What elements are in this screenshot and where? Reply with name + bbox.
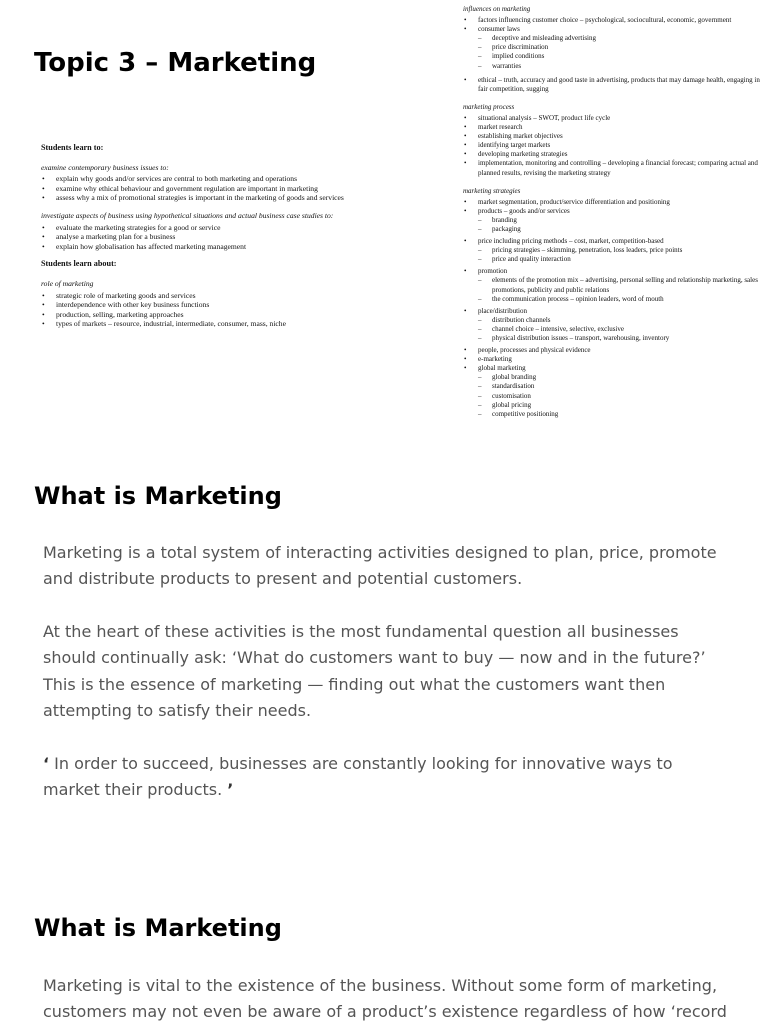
bullet-list xyxy=(41,291,371,329)
list-item xyxy=(463,207,763,234)
section-heading: What is Marketing xyxy=(34,482,282,510)
list-item-label: consumer laws xyxy=(478,25,520,34)
quote-close-mark: ’ xyxy=(227,780,234,800)
subheading: examine contemporary business issues to: xyxy=(41,162,169,172)
list-item: • people, processes and physical evidence xyxy=(463,346,763,355)
quote-open-mark: ‘ xyxy=(43,754,50,773)
list-item: • e-marketing xyxy=(463,355,763,364)
list-item: • analyse a marketing plan for a business xyxy=(41,232,371,242)
strategies-heading: marketing strategies xyxy=(463,186,521,195)
bullet-list xyxy=(463,16,763,94)
list-item xyxy=(463,267,763,303)
learn-about-heading: Students learn about: xyxy=(41,259,117,269)
bullet-list xyxy=(463,114,763,178)
dash-item: – price discrimination xyxy=(478,43,763,52)
dash-item: – elements of the promotion mix – advertising, personal selling and relationship marketing, sales promotions, publicity and public relations xyxy=(478,276,763,294)
dash-list xyxy=(478,276,763,303)
influences-heading: influences on marketing xyxy=(463,5,531,13)
list-item xyxy=(463,364,763,419)
section-heading: What is Marketing xyxy=(34,914,282,942)
bullet-list xyxy=(41,223,371,252)
list-item: • types of markets – resource, industrial, intermediate, consumer, mass, niche xyxy=(41,319,371,329)
list-item: • examine why ethical behaviour and government regulation are important in marketing xyxy=(41,184,371,194)
list-item-label: global marketing xyxy=(478,364,526,373)
list-item xyxy=(463,237,763,264)
list-item: • identifying target markets xyxy=(463,141,763,150)
list-item: • strategic role of marketing goods and services xyxy=(41,291,371,301)
dash-item: – deceptive and misleading advertising xyxy=(478,34,763,43)
dash-item: – implied conditions xyxy=(478,52,763,61)
dash-item: – the communication process – opinion leaders, word of mouth xyxy=(478,295,763,304)
dash-item: – price and quality interaction xyxy=(478,255,763,264)
dash-item: – competitive positioning xyxy=(478,410,763,419)
syllabus-left-column xyxy=(41,143,371,337)
list-item xyxy=(463,25,763,70)
list-item: • establishing market objectives xyxy=(463,132,763,141)
subheading: role of marketing xyxy=(41,278,94,288)
list-item: • production, selling, marketing approaches xyxy=(41,310,371,320)
list-item: • explain how globalisation has affected marketing management xyxy=(41,242,371,252)
dash-item: – channel choice – intensive, selective, exclusive xyxy=(478,325,763,334)
dash-list xyxy=(478,316,763,343)
dash-list xyxy=(478,216,763,234)
dash-item: – global branding xyxy=(478,373,763,382)
list-item: • explain why goods and/or services are central to both marketing and operations xyxy=(41,174,371,184)
list-item: • implementation, monitoring and controlling – developing a financial forecast; comparing actual and planned results, revising the marketing strategy xyxy=(463,159,763,177)
dash-item: – global pricing xyxy=(478,401,763,410)
list-item: • interdependence with other key business functions xyxy=(41,300,371,310)
paragraph: At the heart of these activities is the most fundamental question all businesses should continually ask: ‘What do customers want to buy — now and in the future?’ This is the essence of marketing — finding out what the customers want then attempting to satisfy their needs. xyxy=(43,622,706,720)
list-item: • situational analysis – SWOT, product life cycle xyxy=(463,114,763,123)
list-item: • market segmentation, product/service differentiation and positioning xyxy=(463,198,763,207)
syllabus-slide xyxy=(0,0,768,440)
pull-quote xyxy=(43,751,733,804)
topic-title: Topic 3 – Marketing xyxy=(34,48,317,78)
list-item: • assess why a mix of promotional strategies is important in the marketing of goods and services xyxy=(41,193,371,203)
bullet-list xyxy=(463,198,763,419)
dash-list xyxy=(478,34,763,70)
dash-list xyxy=(478,373,763,418)
dash-item: – standardisation xyxy=(478,382,763,391)
dash-list xyxy=(478,246,763,264)
dash-item: – distribution channels xyxy=(478,316,763,325)
syllabus-right-column xyxy=(463,4,763,428)
list-item: • market research xyxy=(463,123,763,132)
learn-to-heading: Students learn to: xyxy=(41,143,104,152)
dash-item: – warranties xyxy=(478,62,763,71)
list-item-label: price including pricing methods – cost, market, competition-based xyxy=(478,237,664,246)
list-item-label: place/distribution xyxy=(478,306,527,315)
paragraph: Marketing is vital to the existence of the business. Without some form of marketing, customers may not even be aware of a product’s existence regardless of how ‘record xyxy=(43,976,727,1022)
subheading: investigate aspects of business using hypothetical situations and actual business case studies to: xyxy=(41,210,334,220)
dash-item: – physical distribution issues – transport, warehousing, inventory xyxy=(478,334,763,343)
list-item: • evaluate the marketing strategies for a good or service xyxy=(41,223,371,233)
list-item: • developing marketing strategies xyxy=(463,150,763,159)
list-item xyxy=(463,307,763,343)
list-item: • factors influencing customer choice – psychological, sociocultural, economic, government xyxy=(463,16,763,25)
quote-text: In order to succeed, businesses are constantly looking for innovative ways to market their products. xyxy=(43,754,673,800)
dash-item: – customisation xyxy=(478,392,763,401)
list-item-label: products – goods and/or services xyxy=(478,206,570,215)
process-heading: marketing process xyxy=(463,102,515,111)
paragraph: Marketing is a total system of interacting activities designed to plan, price, promote and distribute products to present and potential customers. xyxy=(43,543,717,589)
dash-item: – branding xyxy=(478,216,763,225)
list-item-label: promotion xyxy=(478,267,508,276)
list-item: • ethical – truth, accuracy and good taste in advertising, products that may damage health, engaging in fair competition, sugging xyxy=(463,76,763,94)
bullet-list xyxy=(41,174,371,203)
dash-item: – pricing strategies – skimming, penetration, loss leaders, price points xyxy=(478,246,763,255)
dash-item: – packaging xyxy=(478,225,763,234)
